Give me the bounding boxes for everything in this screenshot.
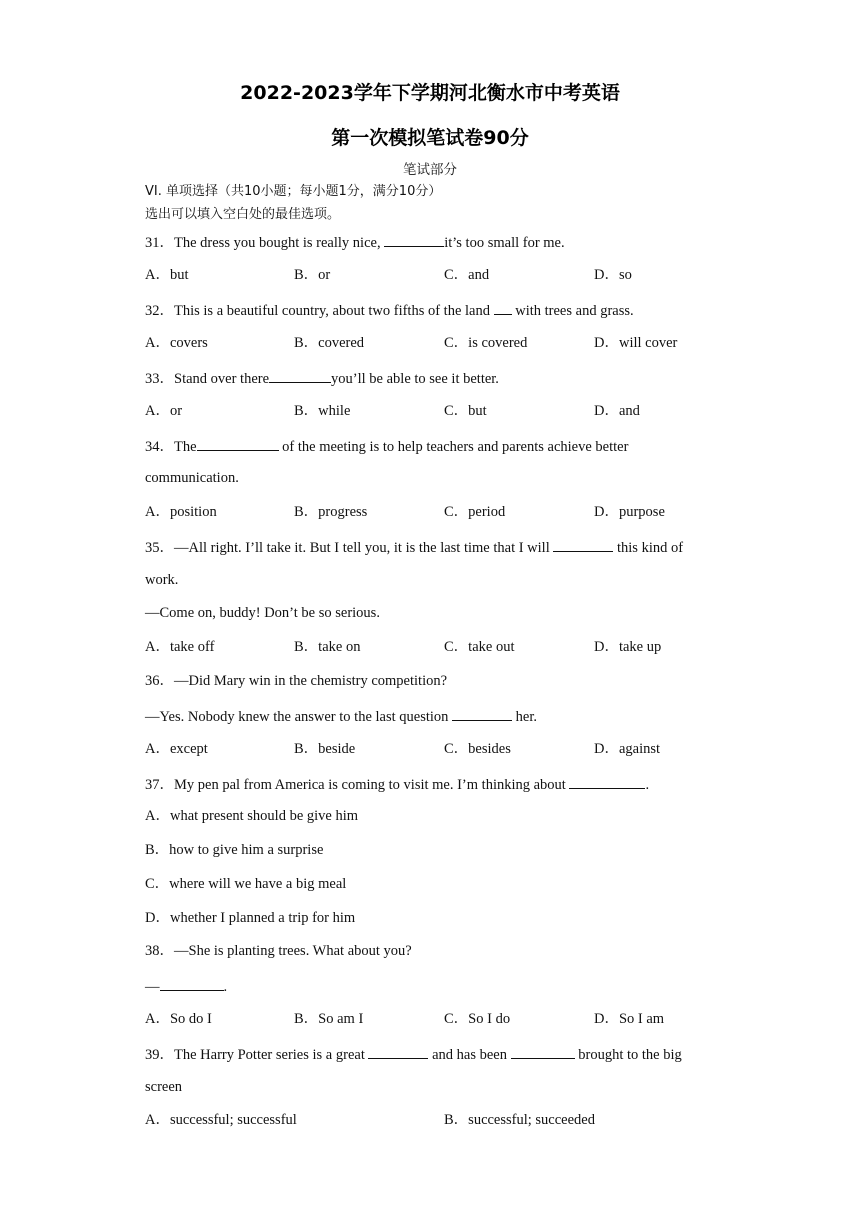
question-34-continued: communication. [145,470,239,486]
option-d: D．whether I planned a trip for him [145,910,356,926]
question-32: 32．This is a beautiful country, about two fifths of the land with trees and grass. [145,300,634,320]
option-c: C．and [444,267,490,283]
answer-blank [494,300,512,315]
option-c: C．take out [444,639,515,655]
option-c: C．but [444,403,487,419]
question-33: 33．Stand over there you’ll be able to see it better. [145,368,499,388]
answer-blank [511,1044,575,1059]
option-a: A．take off [145,639,215,655]
answer-blank [452,706,512,721]
option-a: A．position [145,504,217,520]
option-c: C．besides [444,741,511,757]
answer-blank [368,1044,428,1059]
answer-blank [569,774,645,789]
answer-blank [384,232,444,247]
option-a: A．covers [145,335,208,351]
question-39-continued: screen [145,1079,183,1095]
question-36: 36．—Did Mary win in the chemistry competition? [145,673,448,689]
option-a: A．successful; successful [145,1112,297,1128]
option-b: B．while [294,403,351,419]
option-c: C．So I do [444,1011,511,1027]
answer-blank [269,368,331,383]
option-a: A．or [145,403,183,419]
option-d: D．purpose [594,504,665,520]
question-35-reply: —Come on, buddy! Don’t be so serious. [145,605,380,621]
question-35: 35．—All right. I’ll take it. But I tell you, it is the last time that I will this kind of [145,537,683,557]
option-d: D．against [594,741,661,757]
part-label: 笔试部分 [403,162,457,178]
question-37: 37．My pen pal from America is coming to visit me. I’m thinking about . [145,774,649,794]
option-a: A．what present should be give him [145,808,359,824]
option-d: D．will cover [594,335,678,351]
option-b: B．or [294,267,331,283]
question-35-continued: work. [145,572,179,588]
exam-title-line2: 第一次模拟笔试卷90分 [331,127,529,149]
option-c: C．where will we have a big meal [145,876,347,892]
option-a: A．but [145,267,189,283]
option-b: B．progress [294,504,368,520]
option-a: A．So do I [145,1011,212,1027]
question-34: 34．The of the meeting is to help teachers and parents achieve better [145,436,628,456]
option-a: A．except [145,741,208,757]
question-38-reply: — . [145,976,227,996]
section-title: VI. 单项选择（共10小题；每小题1分，满分10分） [145,184,442,199]
option-d: D．So I am [594,1011,665,1027]
option-b: B．covered [294,335,365,351]
option-b: B．So am I [294,1011,364,1027]
question-31: 31．The dress you bought is really nice, it’s too small for me. [145,232,565,252]
exam-title-line1: 2022-2023学年下学期河北衡水市中考英语 [240,82,620,104]
option-b: B．take on [294,639,361,655]
section-instruction: 选出可以填入空白处的最佳选项。 [145,207,341,222]
option-d: D．take up [594,639,662,655]
option-d: D．so [594,267,632,283]
answer-blank [553,537,613,552]
question-39: 39．The Harry Potter series is a great and has been brought to the big [145,1044,682,1064]
option-c: C．period [444,504,506,520]
answer-blank [160,976,224,991]
answer-blank [197,436,279,451]
option-b: B．successful; succeeded [444,1112,595,1128]
option-b: B．how to give him a surprise [145,842,324,858]
question-38: 38．—She is planting trees. What about you? [145,943,412,959]
option-c: C．is covered [444,335,528,351]
question-36-reply: —Yes. Nobody knew the answer to the last question her. [145,706,537,726]
option-d: D．and [594,403,640,419]
option-b: B．beside [294,741,356,757]
